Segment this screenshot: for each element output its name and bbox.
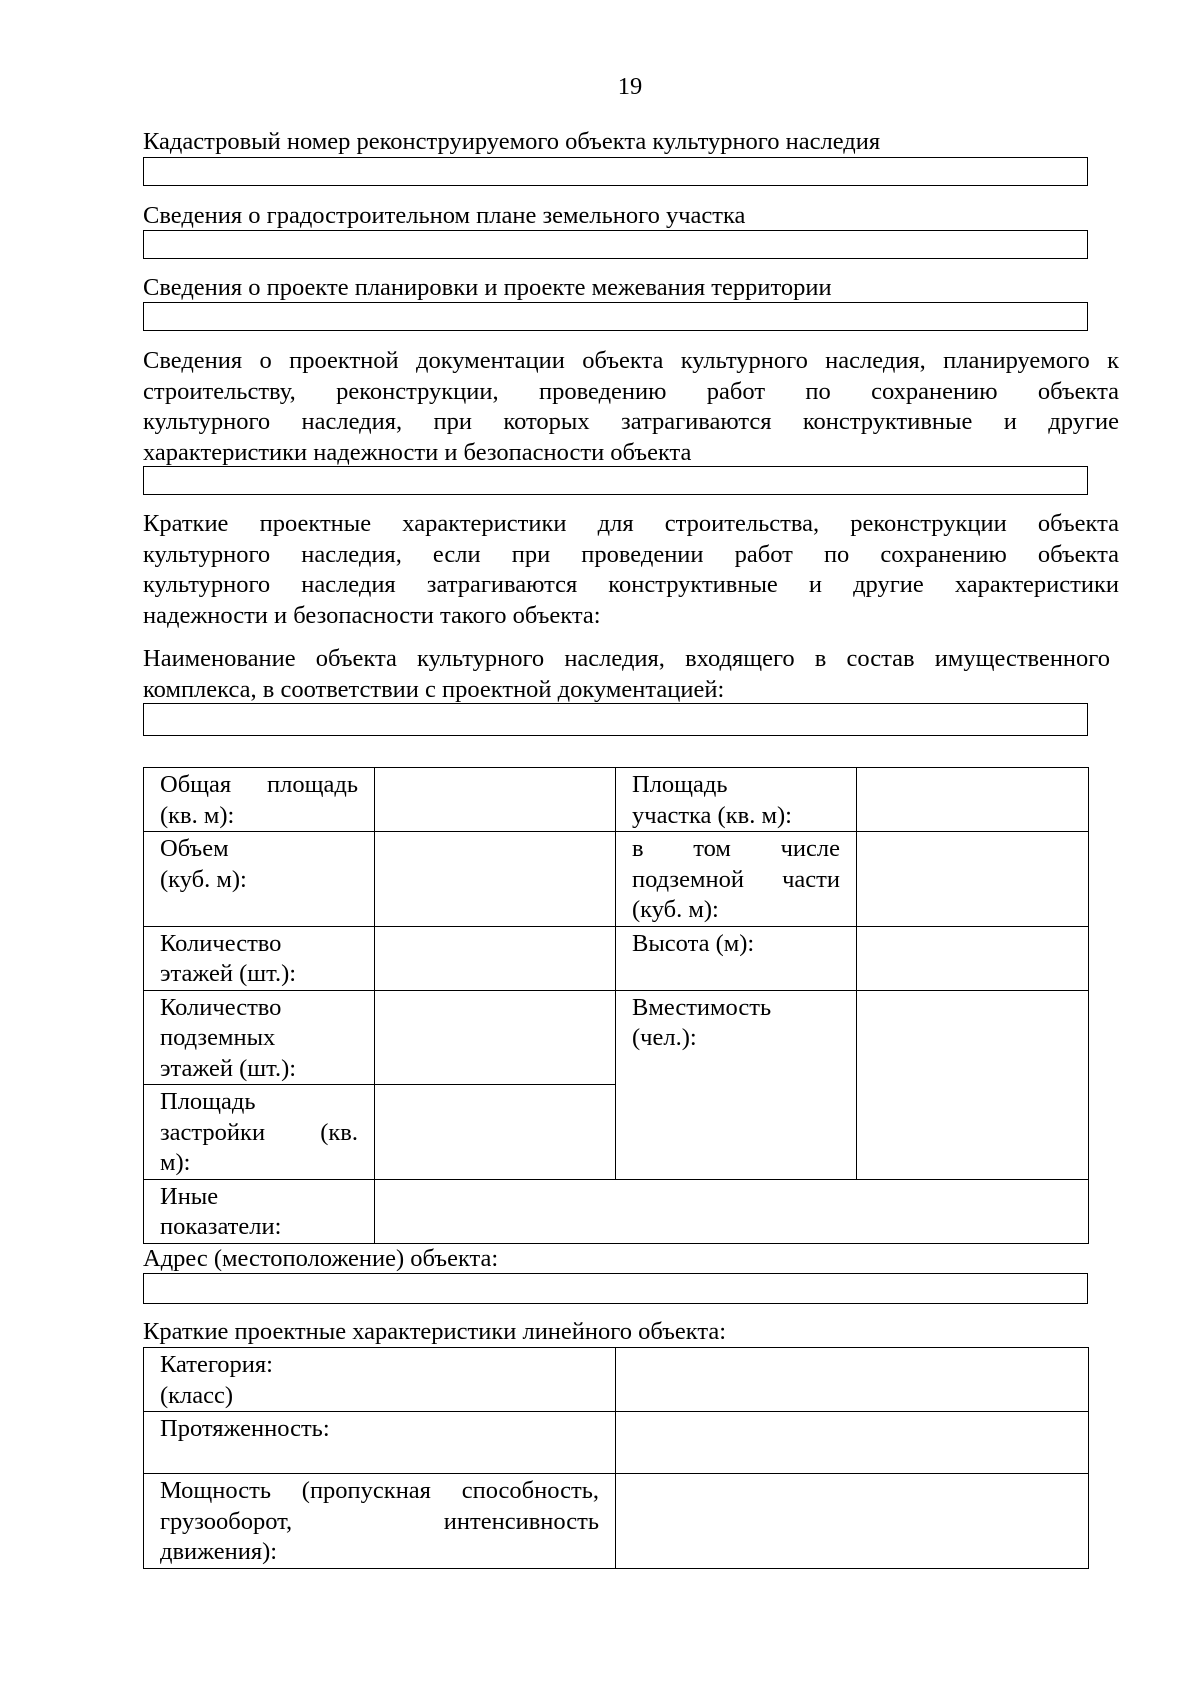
- power-line-3: движения):: [160, 1538, 278, 1565]
- object-name-field[interactable]: [143, 703, 1088, 736]
- length-label: Протяженность:: [160, 1415, 330, 1442]
- object-name-line-1: Наименование объекта культурного наследия, входящего в состав имущественного: [143, 645, 1110, 672]
- brief-line-2: культурного наследия, если при проведении работ по сохранению объекта: [143, 540, 1119, 568]
- plot-area-label-cell: [616, 768, 857, 832]
- built-area-unit: м):: [160, 1149, 191, 1176]
- power-label-cell: [144, 1474, 616, 1569]
- project-docs-line-2: строительству, реконструкции, проведению работ по сохранению объекта: [143, 377, 1119, 405]
- page-number: 19: [617, 73, 643, 100]
- address-label: Адрес (местоположение) объекта:: [143, 1245, 499, 1272]
- capacity-value-cell[interactable]: [857, 990, 1089, 1179]
- brief-line-3: культурного наследия затрагиваются конструктивные и другие характеристики: [143, 571, 1119, 598]
- power-value-cell[interactable]: [616, 1474, 1089, 1569]
- plot-area-unit: участка (кв. м):: [632, 801, 792, 829]
- power-line-1: Мощность (пропускная способность,: [160, 1477, 599, 1504]
- plot-area-value-cell[interactable]: [857, 768, 1089, 832]
- underground-floors-line-1: Количество: [160, 993, 282, 1021]
- floors-label-cell: [144, 926, 375, 990]
- linear-object-label: Краткие проектные характеристики линейного объекта:: [143, 1318, 726, 1345]
- built-area-label-cell: [144, 1085, 375, 1180]
- total-area-unit: (кв. м):: [160, 801, 235, 829]
- built-area-value-cell[interactable]: [375, 1085, 616, 1180]
- underground-part-line-2: подземной части: [632, 865, 840, 893]
- floors-label: Количество: [160, 929, 282, 957]
- project-docs-line-4: характеристики надежности и безопасности объекта: [143, 438, 692, 466]
- project-docs-line-1: Сведения о проектной документации объекта культурного наследия, планируемого к: [143, 347, 1119, 374]
- underground-floors-value-cell[interactable]: [375, 990, 616, 1085]
- length-value-cell[interactable]: [616, 1412, 1089, 1474]
- plot-area-label: Площадь: [632, 771, 728, 798]
- urban-plan-label: Сведения о градостроительном плане земельного участка: [143, 202, 746, 229]
- territory-plan-label: Сведения о проекте планировки и проекте межевания территории: [143, 274, 832, 301]
- urban-plan-field[interactable]: [143, 230, 1088, 259]
- category-label: Категория:: [160, 1351, 273, 1378]
- other-label-cell: [144, 1179, 375, 1243]
- category-class: (класс): [160, 1381, 234, 1409]
- linear-object-table: [143, 1347, 1089, 1569]
- underground-part-line-1: в том числе: [632, 835, 840, 862]
- other-label-line-2: показатели:: [160, 1213, 282, 1240]
- underground-part-label-cell: [616, 832, 857, 927]
- object-name-label: [143, 644, 1110, 705]
- power-line-2: грузооборот, интенсивность: [160, 1507, 599, 1535]
- volume-label-cell: [144, 832, 375, 927]
- other-label: Иные: [160, 1182, 219, 1210]
- territory-plan-field[interactable]: [143, 302, 1088, 331]
- brief-line-1: Краткие проектные характеристики для строительства, реконструкции объекта: [143, 510, 1119, 537]
- floors-unit: этажей (шт.):: [160, 960, 297, 987]
- underground-part-value-cell[interactable]: [857, 832, 1089, 927]
- object-name-line-2: комплекса, в соответствии с проектной документацией:: [143, 675, 725, 703]
- built-area-line-1: Площадь: [160, 1088, 256, 1115]
- height-value-cell[interactable]: [857, 926, 1089, 990]
- underground-floors-line-2: подземных: [160, 1024, 276, 1051]
- project-docs-field[interactable]: [143, 466, 1088, 495]
- capacity-unit: (чел.):: [632, 1024, 697, 1051]
- other-value-cell[interactable]: [375, 1179, 1089, 1243]
- volume-value-cell[interactable]: [375, 832, 616, 927]
- category-label-cell: [144, 1348, 616, 1412]
- brief-line-4: надежности и безопасности такого объекта:: [143, 601, 601, 629]
- volume-label: Объем: [160, 835, 229, 862]
- cadastral-number-field[interactable]: [143, 157, 1088, 186]
- params-table: [143, 767, 1089, 1244]
- length-label-cell: [144, 1412, 616, 1474]
- total-area-label-cell: [144, 768, 375, 832]
- total-area-label: Общая площадь: [160, 771, 358, 798]
- cadastral-number-label: Кадастровый номер реконструируемого объекта культурного наследия: [143, 128, 881, 155]
- built-area-line-2: застройки (кв.: [160, 1118, 358, 1146]
- height-label: Высота (м):: [632, 929, 755, 957]
- underground-part-unit: (куб. м):: [632, 896, 719, 923]
- underground-floors-label-cell: [144, 990, 375, 1085]
- underground-floors-unit: этажей (шт.):: [160, 1054, 297, 1082]
- total-area-value-cell[interactable]: [375, 768, 616, 832]
- project-docs-label: [143, 346, 1119, 468]
- address-field[interactable]: [143, 1273, 1088, 1304]
- category-value-cell[interactable]: [616, 1348, 1089, 1412]
- volume-unit: (куб. м):: [160, 865, 247, 893]
- project-docs-line-3: культурного наследия, при которых затрагиваются конструктивные и другие: [143, 408, 1119, 435]
- capacity-label: Вместимость: [632, 993, 772, 1021]
- brief-characteristics-label: [143, 509, 1119, 631]
- capacity-label-cell: [616, 990, 857, 1179]
- floors-value-cell[interactable]: [375, 926, 616, 990]
- height-label-cell: [616, 926, 857, 990]
